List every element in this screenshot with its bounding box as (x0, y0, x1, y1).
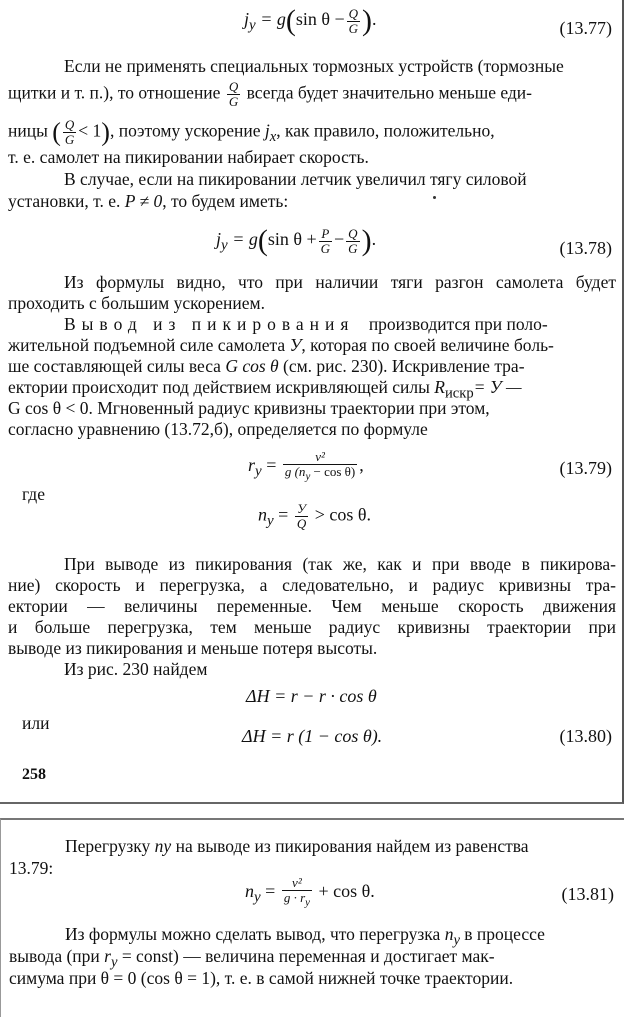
text-line: Если не применять специальных тормозных устройств (тормозные (64, 56, 564, 76)
eq-text: , (359, 454, 364, 475)
text-span: Перегрузку (65, 836, 151, 856)
den-text: − cos θ) (313, 464, 356, 479)
text-span: — величина переменная и достигает мак- (183, 946, 495, 966)
text-span: установки, т. е. (8, 191, 121, 211)
text-span: жительной подъемной силе самолета (8, 335, 286, 355)
text-span: = const) (121, 946, 179, 966)
equation-13-77 (244, 4, 377, 38)
subscript: x (269, 129, 277, 146)
text-span: ше составляющей силы веса (8, 356, 221, 376)
text-span: ницы (8, 120, 48, 141)
equation-number: (13.79) (559, 458, 612, 478)
text-line: проходить с большим ускорением. (8, 293, 265, 313)
fraction-den: G (348, 240, 358, 256)
text-line: Из рис. 230 найдем (64, 659, 208, 679)
fraction-num: v² (283, 450, 357, 465)
equation-13-78 (216, 224, 376, 258)
fraction (283, 450, 357, 484)
text-line: При выводе из пикирования (так же, как и при вводе в пикирова- (64, 554, 616, 574)
fraction (282, 876, 312, 910)
text-span: , как правило, положительно, (276, 120, 495, 141)
eq-text: > cos θ. (314, 504, 371, 525)
text-line: симума при θ = 0 (cos θ = 1), т. е. в самой нижней точке траектории. (9, 968, 514, 988)
text-span: ектории происходит под действием искривляющей силы (8, 377, 430, 397)
text-line: ние) скорость и перегрузка, а следовательно, и радиус кривизны тра- (8, 575, 616, 595)
eq-symbol: r (248, 454, 256, 475)
equation-13-80: ΔH = r (1 − cos θ). (242, 726, 383, 746)
eq-text: . (371, 229, 377, 250)
equation-number: (13.81) (561, 884, 614, 904)
eq-subscript: y (254, 889, 261, 906)
text-line: или (22, 713, 50, 733)
paren: ) (362, 4, 373, 37)
eq-text: = g (232, 229, 258, 250)
fraction (319, 227, 332, 256)
fraction-den (283, 465, 357, 484)
symbol: ny (154, 836, 172, 856)
text-line: ектории — величины переменные. Чем меньше скорость движения (8, 596, 616, 616)
text-line (64, 314, 548, 334)
fraction-num: Q (228, 79, 239, 94)
symbol: У (289, 335, 302, 355)
fraction-den: G (64, 132, 75, 147)
text-span: , то будем иметь: (162, 191, 289, 211)
fraction-den: G (228, 94, 239, 109)
fraction-num: У (295, 502, 308, 517)
fraction-num: Q (64, 117, 75, 132)
eq-symbol: n (245, 880, 254, 901)
text-line: где (22, 484, 45, 504)
fraction-den: G (348, 20, 359, 36)
equation-delta-h: ΔH = r − r · cos θ (246, 686, 377, 706)
fraction-num: Q (348, 5, 359, 21)
text-line: согласно уравнению (13.72,б), определяется по формуле (8, 419, 428, 439)
equation-ny (258, 502, 371, 531)
text-line (8, 118, 495, 147)
eq-subscript: y (249, 17, 256, 34)
fraction (347, 7, 360, 36)
text-line (65, 836, 529, 856)
eq-text: = (266, 454, 277, 475)
text-line: Из формулы видно, что при наличии тяги разгон самолета будет (64, 272, 616, 292)
eq-text: sin θ + (267, 229, 317, 250)
text-span: в процессе (464, 924, 545, 944)
fraction-den: Q (296, 516, 307, 531)
den-subscript: y (305, 896, 310, 909)
eq-subscript: y (221, 237, 228, 254)
den-text: g · r (283, 890, 306, 905)
text-span: (см. рис. 230). Искривление тра- (283, 356, 525, 376)
equation-number: (13.78) (559, 238, 612, 258)
subscript: y (453, 932, 460, 949)
symbol: r (104, 946, 111, 966)
text-span: всегда будет значительно меньше еди- (246, 82, 532, 103)
fraction-den (282, 891, 312, 910)
eq-text: . (372, 9, 377, 30)
equation-number: (13.77) (559, 18, 612, 38)
text-span: производится при поло- (368, 314, 548, 334)
subscript: y (110, 954, 118, 971)
fraction (63, 118, 76, 147)
paren: ( (52, 117, 61, 147)
eq-symbol: n (258, 504, 267, 525)
eq-text: + cos θ. (318, 880, 375, 901)
paren: ( (257, 224, 268, 257)
eq-text: − (334, 229, 345, 250)
eq-symbol: j (216, 229, 222, 250)
text-line: т. е. самолет на пикировании набирает скорость. (8, 147, 369, 167)
text-line (8, 335, 554, 355)
fraction (227, 80, 240, 109)
inequality: P ≠ 0 (124, 191, 163, 211)
equation-13-79 (248, 450, 364, 484)
text-line: выводе из пикирования и меньше потеря высоты. (8, 638, 378, 658)
paren: ) (101, 117, 110, 147)
paren: ( (285, 4, 296, 37)
text-line (8, 80, 532, 109)
fraction-den: G (320, 240, 331, 256)
eq-text: = g (260, 9, 286, 30)
eq-symbol: j (244, 9, 250, 30)
fraction-num: P (319, 227, 332, 242)
text-span: вывода (при (9, 946, 100, 966)
equation-number: (13.80) (559, 726, 612, 746)
equation-13-81 (245, 876, 375, 910)
text-span: , которая по своей величине боль- (301, 335, 554, 355)
fraction-num: Q (348, 225, 358, 241)
text-line: В случае, если на пикировании летчик увеличил тягу силовой (64, 169, 527, 189)
fraction-num: v² (282, 876, 312, 891)
fraction (295, 502, 308, 531)
paren: ) (361, 224, 372, 257)
den-text: g (n (284, 464, 306, 479)
symbol: n (444, 924, 454, 944)
symbol: R (434, 377, 445, 397)
fraction (346, 227, 359, 256)
text-span: на выводе из пикирования найдем из равенства (175, 836, 529, 856)
text-line: и больше перегрузка, тем меньше радиус кривизны траектории при (8, 617, 616, 637)
symbol: G cos θ (225, 356, 279, 376)
page-number: 258 (22, 766, 46, 783)
symbol: j (264, 120, 270, 141)
text-line (8, 356, 525, 376)
subscript: искр (444, 385, 474, 402)
text-line: 13.79: (9, 858, 54, 878)
text-span: Из формулы можно сделать вывод, что перегрузка (65, 924, 441, 944)
text-span: < 1 (78, 120, 102, 141)
text-line: G cos θ < 0. Мгновенный радиус кривизны траектории при этом, (8, 398, 490, 418)
eq-text: sin θ − (295, 9, 345, 30)
text-span: щитки и т. п.), то отношение (8, 82, 221, 103)
book-page-next (0, 818, 624, 1017)
eq-text: = (265, 880, 276, 901)
text-line (8, 191, 288, 211)
text-span: , поэтому ускорение (109, 120, 261, 141)
eq-text: = (278, 504, 289, 525)
eq-subscript: y (267, 513, 274, 530)
symbol: = У — (473, 377, 522, 397)
spaced-heading: Вывод из пикирования (64, 314, 355, 334)
eq-subscript: y (255, 463, 262, 480)
ink-dot (433, 196, 436, 199)
den-subscript: y (305, 470, 311, 483)
